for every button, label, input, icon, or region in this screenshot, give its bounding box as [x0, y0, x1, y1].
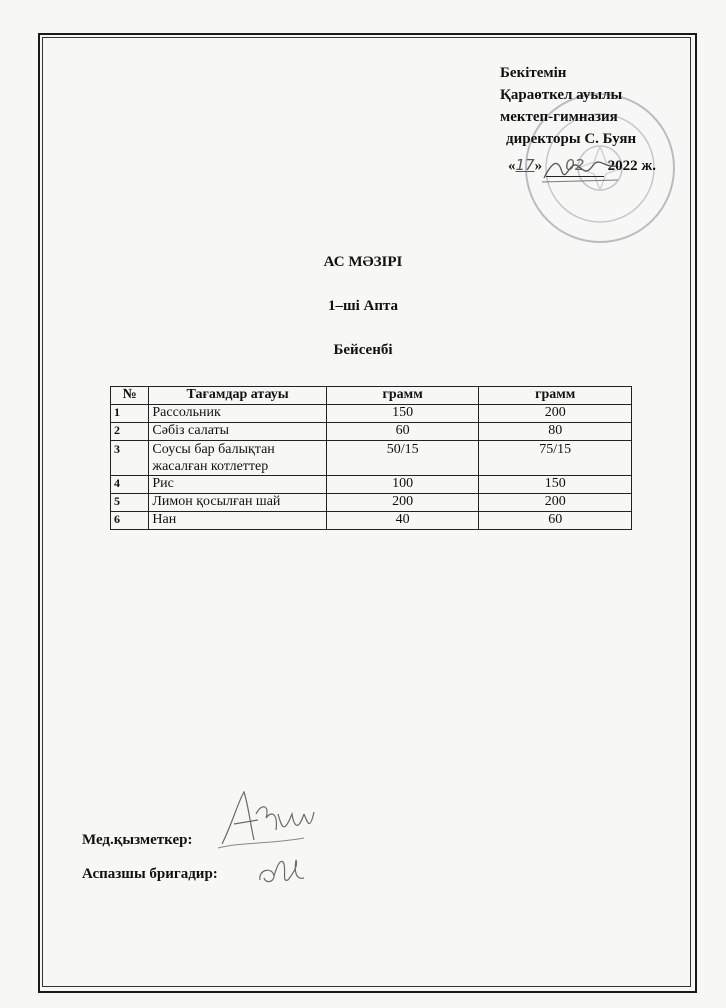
menu-table — [110, 386, 632, 530]
menu-title: АС МӘЗІРІ — [323, 254, 403, 270]
gram-large: 150 — [479, 476, 632, 494]
chef-label: Аспазшы бригадир: — [82, 866, 218, 882]
gram-small: 100 — [326, 476, 479, 494]
table-row — [111, 512, 632, 530]
gram-small: 50/15 — [326, 441, 479, 476]
approval-line-1: Бекітемін — [500, 65, 567, 81]
table-header-row — [111, 387, 632, 405]
week-label: 1–ші Апта — [327, 298, 399, 314]
date-month: 02 — [546, 154, 604, 177]
header-gram-1: грамм — [326, 387, 479, 405]
row-number: 3 — [111, 441, 149, 476]
gram-large: 200 — [479, 405, 632, 423]
date-day: 17 — [515, 156, 535, 174]
gram-small: 150 — [326, 405, 479, 423]
table-row — [111, 423, 632, 441]
gram-small: 40 — [326, 512, 479, 530]
gram-large: 75/15 — [479, 441, 632, 476]
row-number: 1 — [111, 405, 149, 423]
table-row — [111, 494, 632, 512]
approval-line-2: Қараөткел ауылы — [500, 87, 623, 103]
row-number: 2 — [111, 423, 149, 441]
chef-signature — [252, 852, 312, 892]
row-number: 6 — [111, 512, 149, 530]
table-row — [111, 441, 632, 476]
gram-large: 200 — [479, 494, 632, 512]
dish-name: Рис — [149, 476, 326, 494]
dish-name: Нан — [149, 512, 326, 530]
gram-small: 200 — [326, 494, 479, 512]
row-number: 5 — [111, 494, 149, 512]
director-signature — [540, 152, 620, 186]
header-number: № — [111, 387, 149, 405]
header-gram-2: грамм — [479, 387, 632, 405]
approval-line-3: мектеп-гимназия — [500, 109, 618, 125]
gram-large: 60 — [479, 512, 632, 530]
medical-staff-label: Мед.қызметкер: — [82, 832, 193, 848]
day-label: Бейсенбі — [333, 342, 393, 358]
dish-name: Соусы бар балықтан жасалған котлеттер — [149, 441, 326, 476]
gram-small: 60 — [326, 423, 479, 441]
row-number: 4 — [111, 476, 149, 494]
table-row — [111, 476, 632, 494]
dish-name: Лимон қосылған шай — [149, 494, 326, 512]
medical-staff-signature — [212, 784, 322, 856]
dish-name: Сәбіз салаты — [149, 423, 326, 441]
date-close-quote: » — [534, 158, 543, 174]
gram-large: 80 — [479, 423, 632, 441]
date-open-quote: « — [508, 158, 516, 174]
header-dish-name: Тағамдар атауы — [149, 387, 326, 405]
table-row — [111, 405, 632, 423]
dish-name: Рассольник — [149, 405, 326, 423]
approval-line-4: директоры С. Буян — [506, 131, 637, 147]
date-year: 2022 ж. — [607, 158, 656, 174]
